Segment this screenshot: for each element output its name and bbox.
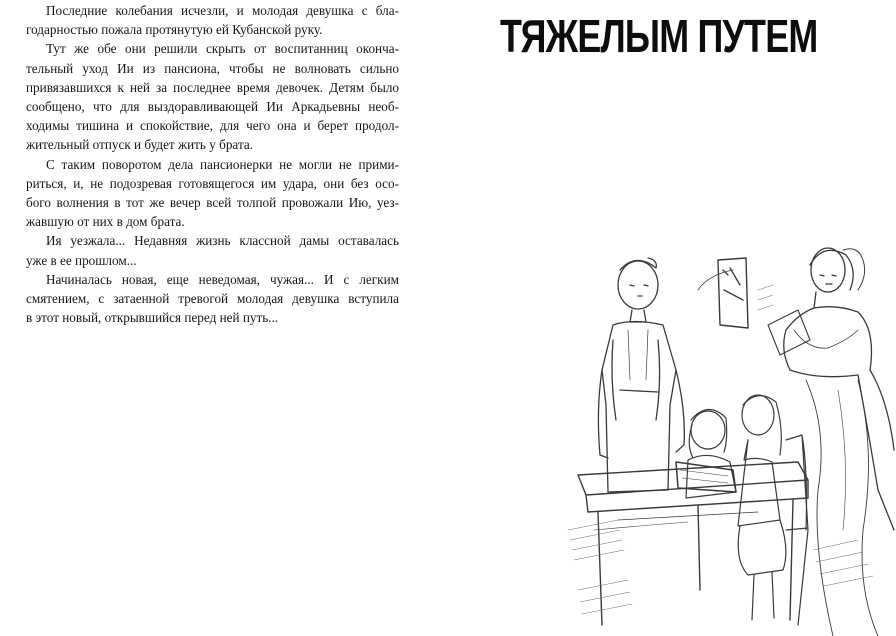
text-line: жавшую от них в дом брата. xyxy=(26,214,185,230)
text-line: бого волнения в тот же вечер всей толпой провожали Ию, уез- xyxy=(26,195,399,211)
text-line: С таким поворотом дела пансионерки не могли не прими- xyxy=(46,156,399,172)
standing-girl-figure xyxy=(598,258,684,492)
window-sketch xyxy=(698,258,748,328)
text-line: Ия уезжала... Недавняя жизнь классной дамы оставалась xyxy=(46,233,399,249)
text-line: риться, и, не подозревая готовящегося им удара, они без осо- xyxy=(26,175,399,191)
text-line: Тут же обе они решили скрыть от воспитанниц оконча- xyxy=(46,41,399,57)
left-page-text xyxy=(6,1,399,327)
classroom-sketch-illustration xyxy=(558,230,896,636)
text-line: в этот новый, открывшийся перед ней путь... xyxy=(26,310,279,326)
text-line: тельный уход Ии из пансиона, чтобы не волновать сильно xyxy=(26,60,399,76)
seated-girl-with-book-figure xyxy=(676,409,736,498)
text-line: смятением, с затаенной тревогой молодая девушка вступила xyxy=(26,291,399,307)
paragraph-2 xyxy=(6,39,399,154)
text-line: сообщено, что для выздоравливающей Ии Аркадьевны необ- xyxy=(26,99,399,115)
chapter-title: ТЯЖЕЛЫМ ПУТЕМ xyxy=(500,10,818,62)
text-line: привязавшихся к ней за последнее время девочек. Детям было xyxy=(26,79,399,95)
paragraph-4 xyxy=(6,231,399,269)
right-page xyxy=(448,0,896,636)
text-line: Начиналась новая, еще неведомая, чужая... И с легким xyxy=(46,271,399,287)
text-line: годарностью пожала протянутую ей Кубанской руку. xyxy=(26,22,323,38)
paragraph-1 xyxy=(6,1,399,39)
text-line: жительный отпуск и будет жить у брата. xyxy=(26,137,254,153)
text-line: Последние колебания исчезли, и молодая девушка с бла- xyxy=(46,3,399,18)
shading-hatching xyxy=(568,285,873,614)
text-line: ходимы тишина и спокойствие, для чего она и берет продол- xyxy=(26,118,399,134)
text-line: уже в ее прошлом... xyxy=(26,252,137,268)
seated-girl-on-chair-figure xyxy=(738,395,808,625)
paragraph-3 xyxy=(6,155,399,232)
standing-woman-figure xyxy=(768,248,894,636)
paragraph-5 xyxy=(6,270,399,328)
